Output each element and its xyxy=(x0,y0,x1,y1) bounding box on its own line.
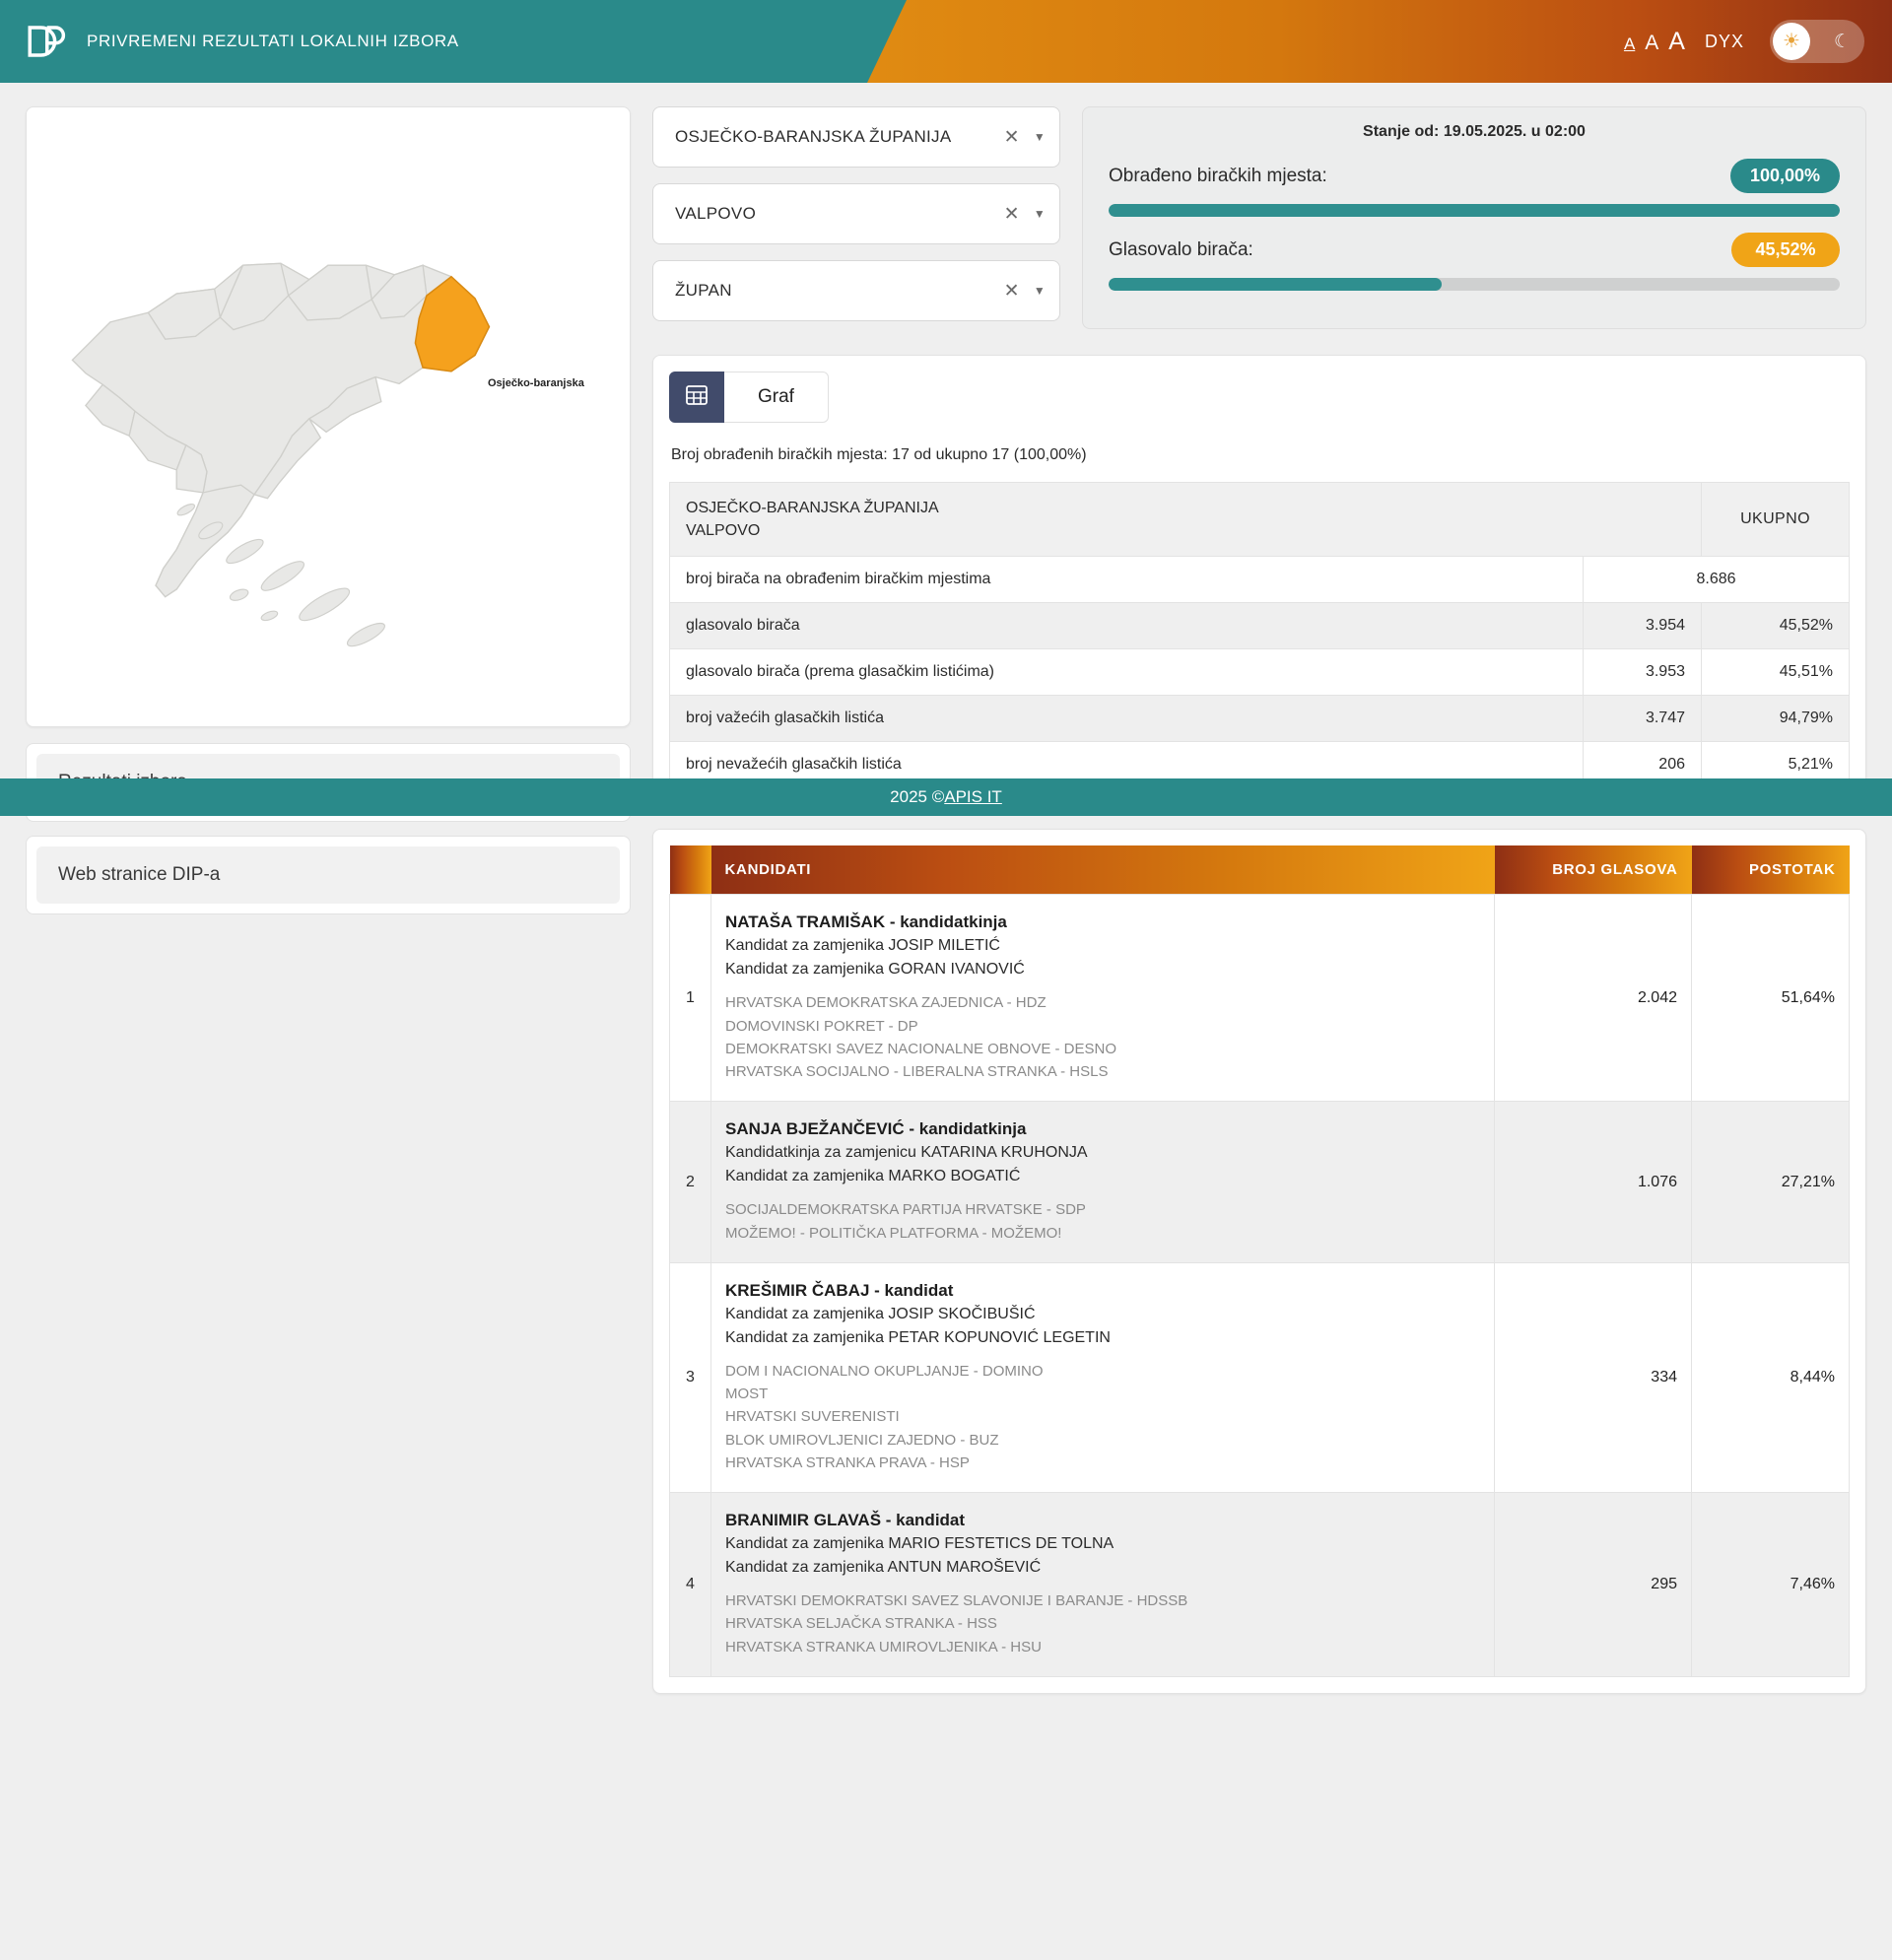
candidate-votes: 2.042 xyxy=(1495,895,1692,1102)
dip-link-card[interactable] xyxy=(26,836,631,914)
moon-icon: ☾ xyxy=(1833,31,1851,52)
filters-panel xyxy=(652,106,1060,337)
turnout-label: Glasovalo birača: xyxy=(1109,238,1253,260)
footer-bar xyxy=(0,778,1892,816)
header-controls xyxy=(1624,0,1864,83)
summary-row-label: broj birača na obrađenim biračkim mjestima xyxy=(670,557,1584,603)
candidate-deputy-line: Kandidatkinja za zamjenicu KATARINA KRUHONJA xyxy=(725,1144,1088,1162)
candidate-deputies xyxy=(725,1303,1480,1350)
summary-row-percent: 45,52% xyxy=(1702,603,1850,649)
candidate-party-line: HRVATSKA STRANKA PRAVA - HSP xyxy=(725,1453,970,1471)
candidates-header-index xyxy=(670,845,711,895)
candidate-party-line: DEMOKRATSKI SAVEZ NACIONALNE OBNOVE - DESNO xyxy=(725,1040,1117,1057)
font-size-controls xyxy=(1624,28,1685,56)
candidates-header-percent: POSTOTAK xyxy=(1692,845,1850,895)
candidate-deputy-line: Kandidat za zamjenika MARIO FESTETICS DE TOLNA xyxy=(725,1535,1115,1553)
page-body xyxy=(0,83,1892,1694)
dip-link-label[interactable]: Web stranice DIP-a xyxy=(36,846,620,904)
summary-header-total: UKUPNO xyxy=(1702,483,1850,557)
candidate-party-line: HRVATSKI DEMOKRATSKI SAVEZ SLAVONIJE I BARANJE - HDSSB xyxy=(725,1592,1188,1610)
app-header xyxy=(0,0,1892,83)
summary-row xyxy=(670,649,1850,696)
candidate-votes: 334 xyxy=(1495,1262,1692,1492)
candidate-deputies xyxy=(725,934,1480,981)
candidate-index: 3 xyxy=(670,1262,711,1492)
processed-count-line: Broj obrađenih biračkih mjesta: 17 od ukupno 17 (100,00%) xyxy=(671,446,1087,463)
candidate-deputy-line: Kandidat za zamjenika ANTUN MAROŠEVIĆ xyxy=(725,1559,1042,1577)
summary-header-grad: VALPOVO xyxy=(686,522,761,540)
turnout-badge: 45,52% xyxy=(1731,233,1840,267)
summary-row-percent: 5,21% xyxy=(1702,742,1850,788)
candidate-party-line: HRVATSKI SUVERENISTI xyxy=(725,1408,900,1426)
left-links-section xyxy=(26,743,631,914)
summary-row xyxy=(670,603,1850,649)
candidate-info xyxy=(711,1102,1495,1263)
candidate-deputies xyxy=(725,1532,1480,1580)
candidate-parties xyxy=(725,991,1480,1083)
candidate-parties xyxy=(725,1360,1480,1474)
candidate-party-line: MOŽEMO! - POLITIČKA PLATFORMA - MOŽEMO! xyxy=(725,1224,1062,1242)
processed-label: Obrađeno biračkih mjesta: xyxy=(1109,165,1327,186)
candidate-percent: 7,46% xyxy=(1692,1493,1850,1677)
processed-progress-bar xyxy=(1109,204,1840,217)
candidate-deputy-line: Kandidat za zamjenika JOSIP MILETIĆ xyxy=(725,937,1000,955)
clear-icon[interactable]: ✕ xyxy=(1003,203,1020,225)
theme-knob xyxy=(1773,23,1810,60)
summary-row-percent: 94,79% xyxy=(1702,696,1850,742)
status-panel xyxy=(1082,106,1866,329)
candidate-index: 2 xyxy=(670,1102,711,1263)
candidates-header-votes: BROJ GLASOVA xyxy=(1495,845,1692,895)
candidate-party-line: MOST xyxy=(725,1386,769,1403)
candidate-party-line: HRVATSKA SOCIJALNO - LIBERALNA STRANKA - HSLS xyxy=(725,1063,1109,1081)
processed-badge: 100,00% xyxy=(1730,159,1840,193)
summary-row-label: glasovalo birača (prema glasačkim listićima) xyxy=(670,649,1584,696)
candidate-votes: 1.076 xyxy=(1495,1102,1692,1263)
font-size-medium-button[interactable]: A xyxy=(1645,31,1659,54)
summary-row-value: 206 xyxy=(1584,742,1702,788)
header-brand xyxy=(0,20,459,63)
table-row xyxy=(670,895,1850,1102)
candidate-deputy-line: Kandidat za zamjenika GORAN IVANOVIĆ xyxy=(725,961,1025,979)
table-row xyxy=(670,1102,1850,1263)
candidate-name: SANJA BJEŽANČEVIĆ - kandidatkinja xyxy=(725,1119,1027,1139)
summary-row-value: 8.686 xyxy=(1584,557,1850,603)
dyslexia-font-button[interactable]: DYX xyxy=(1704,31,1744,51)
view-tabs xyxy=(669,372,1850,423)
filters-and-status xyxy=(652,106,1866,337)
candidate-info xyxy=(711,1262,1495,1492)
footer-copyright: 2025 © xyxy=(890,787,945,806)
processed-row xyxy=(1109,159,1840,193)
select-razina[interactable] xyxy=(652,260,1060,321)
candidate-parties xyxy=(725,1198,1480,1245)
font-size-small-button[interactable]: A xyxy=(1623,34,1636,53)
candidate-parties xyxy=(725,1589,1480,1658)
chevron-down-icon[interactable]: ▼ xyxy=(1033,207,1046,221)
candidates-card xyxy=(652,829,1866,1694)
select-razina-value: ŽUPAN xyxy=(675,281,732,300)
turnout-progress-bar xyxy=(1109,278,1840,291)
candidate-deputy-line: Kandidat za zamjenika MARKO BOGATIĆ xyxy=(725,1168,1021,1185)
tab-table[interactable] xyxy=(669,372,724,423)
dip-logo-icon xyxy=(24,20,67,63)
candidate-party-line: DOM I NACIONALNO OKUPLJANJE - DOMINO xyxy=(725,1362,1044,1380)
footer-apis-it-link[interactable]: APIS IT xyxy=(944,787,1002,806)
summary-row-value: 3.954 xyxy=(1584,603,1702,649)
candidate-percent: 27,21% xyxy=(1692,1102,1850,1263)
candidates-table xyxy=(669,845,1850,1677)
candidate-info xyxy=(711,895,1495,1102)
select-zupanija-value: OSJEČKO-BARANJSKA ŽUPANIJA xyxy=(675,127,952,146)
sun-icon: ☀ xyxy=(1783,31,1800,52)
select-grad-opcina[interactable] xyxy=(652,183,1060,244)
status-timestamp: Stanje od: 19.05.2025. u 02:00 xyxy=(1363,123,1586,140)
summary-row xyxy=(670,557,1850,603)
candidate-party-line: DOMOVINSKI POKRET - DP xyxy=(725,1017,918,1035)
summary-row-label: glasovalo birača xyxy=(670,603,1584,649)
summary-row-value: 3.953 xyxy=(1584,649,1702,696)
chevron-down-icon[interactable]: ▼ xyxy=(1033,284,1046,298)
table-icon xyxy=(686,384,708,411)
table-row xyxy=(670,1262,1850,1492)
candidates-table-body xyxy=(670,895,1850,1677)
candidate-index: 4 xyxy=(670,1493,711,1677)
table-row xyxy=(670,1493,1850,1677)
summary-table xyxy=(669,482,1850,788)
summary-row-percent: 45,51% xyxy=(1702,649,1850,696)
map-region-label: Osječko-baranjska xyxy=(488,377,584,389)
page-title: PRIVREMENI REZULTATI LOKALNIH IZBORA xyxy=(87,32,459,50)
candidate-info xyxy=(711,1493,1495,1677)
tab-graph[interactable]: Graf xyxy=(724,372,829,423)
candidate-deputy-line: Kandidat za zamjenika JOSIP SKOČIBUŠIĆ xyxy=(725,1305,1036,1322)
candidate-name: KREŠIMIR ČABAJ - kandidat xyxy=(725,1280,954,1300)
candidates-header-name: KANDIDATI xyxy=(711,845,1495,895)
candidate-party-line: HRVATSKA STRANKA UMIROVLJENIKA - HSU xyxy=(725,1638,1042,1656)
clear-icon[interactable]: ✕ xyxy=(1003,126,1020,148)
summary-row-value: 3.747 xyxy=(1584,696,1702,742)
summary-row-label: broj važećih glasačkih listića xyxy=(670,696,1584,742)
turnout-progress-fill xyxy=(1109,278,1442,291)
summary-table-header-row xyxy=(670,483,1850,557)
candidate-percent: 51,64% xyxy=(1692,895,1850,1102)
select-zupanija[interactable] xyxy=(652,106,1060,168)
candidate-party-line: HRVATSKA SELJAČKA STRANKA - HSS xyxy=(725,1615,997,1633)
candidate-party-line: BLOK UMIROVLJENICI ZAJEDNO - BUZ xyxy=(725,1431,999,1449)
candidates-header-row xyxy=(670,845,1850,895)
select-grad-opcina-value: VALPOVO xyxy=(675,204,757,223)
candidate-percent: 8,44% xyxy=(1692,1262,1850,1492)
candidate-deputy-line: Kandidat za zamjenika PETAR KOPUNOVIĆ LEGETIN xyxy=(725,1328,1111,1346)
summary-header-zupanija: OSJEČKO-BARANJSKA ŽUPANIJA xyxy=(686,500,939,516)
candidate-party-line: HRVATSKA DEMOKRATSKA ZAJEDNICA - HDZ xyxy=(725,994,1047,1012)
processed-progress-fill xyxy=(1109,204,1840,217)
font-size-large-button[interactable]: A xyxy=(1668,27,1685,55)
map-card xyxy=(26,106,631,727)
candidate-name: BRANIMIR GLAVAŠ - kandidat xyxy=(725,1511,966,1530)
candidate-index: 1 xyxy=(670,895,711,1102)
summary-row-label: broj nevažećih glasačkih listića xyxy=(670,742,1584,788)
summary-row xyxy=(670,696,1850,742)
candidate-deputies xyxy=(725,1141,1480,1188)
theme-toggle[interactable] xyxy=(1770,20,1864,63)
candidate-votes: 295 xyxy=(1495,1493,1692,1677)
summary-header-region xyxy=(670,483,1702,557)
clear-icon[interactable]: ✕ xyxy=(1003,280,1020,302)
chevron-down-icon[interactable]: ▼ xyxy=(1033,130,1046,144)
candidate-name: NATAŠA TRAMIŠAK - kandidatkinja xyxy=(725,912,1007,932)
summary-table-body xyxy=(670,557,1850,788)
results-view-card xyxy=(652,355,1866,811)
candidate-party-line: SOCIJALDEMOKRATSKA PARTIJA HRVATSKE - SDP xyxy=(725,1201,1086,1219)
croatia-map[interactable] xyxy=(42,123,614,710)
right-column xyxy=(652,106,1866,1694)
turnout-row xyxy=(1109,233,1840,267)
